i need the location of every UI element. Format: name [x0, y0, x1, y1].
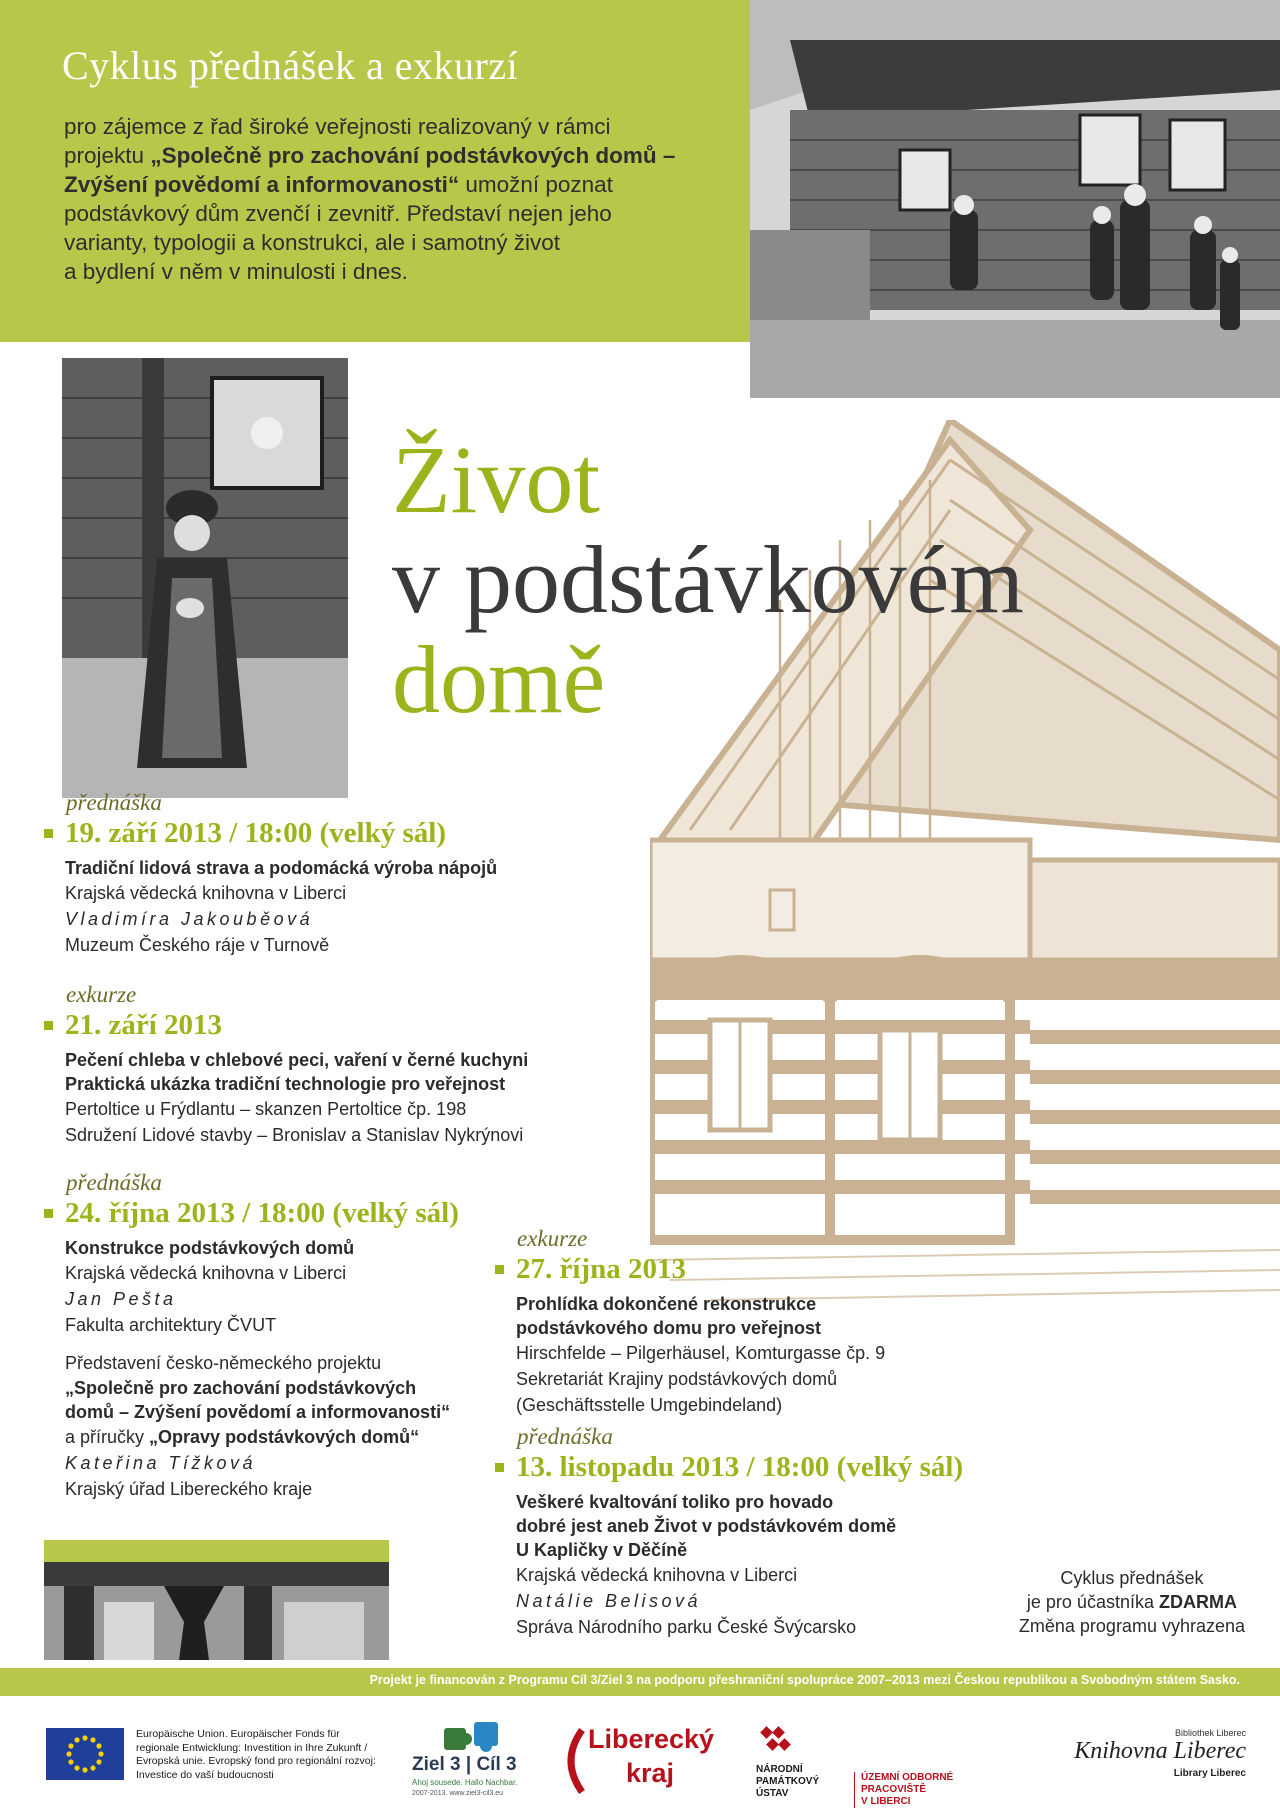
npu-office-line: ÚZEMNÍ ODBORNÉ PRACOVIŠTĚ: [861, 1772, 954, 1795]
event-venue: Krajská vědecká knihovna v Liberci: [65, 883, 347, 903]
event-title: Veškeré kvaltování toliko pro hovado: [516, 1492, 834, 1512]
event-item: [495, 1226, 885, 1418]
event-organizer: Sekretariát Krajiny podstávkových domů: [516, 1369, 838, 1389]
ziel3-url: 2007-2013. www.ziel3-cil3.eu: [412, 1790, 504, 1797]
event-type: exkurze: [517, 1226, 588, 1251]
event-date: 13. listopadu 2013 / 18:00 (velký sál): [516, 1451, 964, 1483]
presentation-project: „Společně pro zachování podstávkových: [65, 1378, 417, 1398]
npu-mark-icon: [758, 1724, 798, 1760]
intro-line: umožní poznat: [459, 172, 613, 197]
eu-funding-text: Europäische Union. Europäischer Fonds für regionale Entwicklung: Investition in Ihre Zukunft / Evropská unie. Evropský fond pro regionální rozvoj: Investice do vaší budoucnosti: [136, 1728, 376, 1781]
event-type: přednáška: [66, 790, 162, 815]
bullet-icon: [44, 1021, 53, 1030]
partner-logos: [0, 1700, 1280, 1810]
event-venue: Krajská vědecká knihovna v Liberci: [516, 1565, 798, 1585]
event-title: Prohlídka dokončené rekonstrukce: [516, 1294, 817, 1314]
detail-photo-frame: [44, 1540, 389, 1562]
event-speaker: Jan Pešta: [65, 1289, 177, 1309]
note-line: je pro účastníka: [1026, 1592, 1159, 1612]
bullet-icon: [495, 1265, 504, 1274]
handbook-prefix: a příručky: [65, 1427, 150, 1447]
event-speaker: Natálie Belisová: [516, 1591, 702, 1611]
event-title: Konstrukce podstávkových domů: [65, 1238, 355, 1258]
library-english-name: Library Liberec: [1173, 1768, 1246, 1779]
event-item: [44, 1170, 459, 1338]
kraj-name: kraj: [626, 1758, 675, 1788]
title-line: domě: [392, 626, 606, 733]
bullet-icon: [44, 1209, 53, 1218]
knihovna-liberec-logo: [1052, 1728, 1252, 1788]
event-affiliation: Fakulta architektury ČVUT: [65, 1315, 277, 1335]
library-name: Knihovna Liberec: [1074, 1738, 1246, 1764]
free-label: ZDARMA: [1158, 1592, 1237, 1612]
handbook-title: „Opravy podstávkových domů“: [149, 1427, 420, 1447]
event-item: [495, 1424, 963, 1640]
npu-line: NÁRODNÍ: [756, 1764, 803, 1775]
liberecky-kraj-logo: [558, 1722, 738, 1802]
intro-project-name: Zvýšení povědomí a informovanosti“: [64, 172, 460, 197]
presentation-affiliation: Krajský úřad Libereckého kraje: [65, 1479, 313, 1499]
intro-line: a bydlení v něm v minulosti i dnes.: [64, 259, 408, 284]
intro-line: podstávkový dům zvenčí i zevnitř. Představí nejen jeho: [64, 201, 612, 226]
npu-office-line: V LIBERCI: [861, 1796, 911, 1807]
bullet-icon: [495, 1463, 504, 1472]
main-title: [392, 426, 1024, 733]
puzzle-icon: [440, 1720, 510, 1754]
presentation-handbook: [65, 1424, 450, 1450]
event-title: podstávkového domu pro veřejnost: [516, 1318, 822, 1338]
note-line: Cyklus přednášek: [1060, 1568, 1204, 1588]
event-title: Pečení chleba v chlebové peci, vaření v černé kuchyni: [65, 1050, 529, 1070]
event-affiliation: Muzeum Českého ráje v Turnově: [65, 935, 330, 955]
kraj-name: Liberecký: [588, 1724, 715, 1754]
ziel3-slogan: Ahoj sousede. Hallo Nachbar.: [412, 1778, 518, 1787]
admission-note: [1019, 1566, 1245, 1638]
series-heading: Cyklus přednášek a exkurzí: [62, 43, 519, 88]
presentation-speaker: Kateřina Tížková: [65, 1453, 257, 1473]
intro-line: projektu: [64, 143, 151, 168]
event-title: dobré jest aneb Život v podstávkovém domě: [516, 1516, 897, 1536]
funding-bar: [0, 1668, 1280, 1696]
npu-line: ÚSTAV: [756, 1788, 789, 1799]
title-line: Život: [392, 426, 600, 533]
funding-text: Projekt je financován z Programu Cíl 3/Ziel 3 na podporu přeshraniční spolupráce 2007–2013 mezi Českou republikou a Svobodným státem Sasko.: [369, 1673, 1240, 1687]
event-title: Praktická ukázka tradiční technologie pro veřejnost: [65, 1074, 506, 1094]
event-date: 27. října 2013: [516, 1253, 686, 1285]
timber-detail-photo: [44, 1562, 389, 1660]
bullet-icon: [44, 829, 53, 838]
npu-line: PAMÁTKOVÝ: [756, 1776, 820, 1787]
event-type: přednáška: [517, 1424, 613, 1449]
event-affiliation: Správa Národního parku České Švýcarsko: [516, 1617, 857, 1637]
eu-flag-icon: [46, 1728, 124, 1780]
intro-line: varianty, typologii a konstrukci, ale i samotný život: [64, 230, 561, 255]
ziel3-label: Ziel 3 | Cíl 3: [412, 1754, 517, 1775]
intro-text: [64, 112, 744, 286]
event-organizer: Sdružení Lidové stavby – Bronislav a Stanislav Nykrýnovi: [65, 1125, 524, 1145]
event-speaker: Vladimíra Jakouběová: [65, 909, 314, 929]
event-title: U Kapličky v Děčíně: [516, 1540, 688, 1560]
presentation-intro: Představení česko-německého projektu: [65, 1353, 382, 1373]
event-venue: Krajská vědecká knihovna v Liberci: [65, 1263, 347, 1283]
npu-logo: [756, 1724, 1016, 1807]
intro-line: pro zájemce z řad široké veřejnosti realizovaný v rámci: [64, 114, 611, 139]
event-venue: Pertoltice u Frýdlantu – skanzen Pertoltice čp. 198: [65, 1099, 467, 1119]
event-date: 21. září 2013: [65, 1009, 223, 1041]
title-line: v podstávkovém: [392, 526, 1024, 633]
project-presentation: [65, 1350, 450, 1502]
npu-office: [854, 1772, 1016, 1808]
event-type: přednáška: [66, 1170, 162, 1195]
note-line: Změna programu vyhrazena: [1018, 1616, 1245, 1636]
event-item: [44, 982, 528, 1148]
intro-project-name: „Společně pro zachování podstávkových domů –: [150, 143, 676, 168]
kraj-arc-icon: [558, 1726, 588, 1796]
event-organizer: (Geschäftsstelle Umgebindeland): [516, 1395, 783, 1415]
event-venue: Hirschfelde – Pilgerhäusel, Komturgasse čp. 9: [516, 1343, 886, 1363]
event-item: [44, 790, 497, 958]
npu-name: [756, 1764, 819, 1800]
event-title: Tradiční lidová strava a podomácká výroba nápojů: [65, 858, 498, 878]
library-german-name: Bibliothek Liberec: [1174, 1728, 1246, 1738]
event-type: exkurze: [66, 982, 137, 1007]
intro-panel: [0, 0, 750, 342]
event-date: 19. září 2013 / 18:00 (velký sál): [65, 817, 446, 849]
event-date: 24. října 2013 / 18:00 (velký sál): [65, 1197, 459, 1229]
woman-at-window-photo: [62, 358, 348, 798]
ziel3-logo: [410, 1720, 530, 1800]
historic-house-photo: [750, 0, 1280, 398]
presentation-project: domů – Zvýšení povědomí a informovanosti“: [65, 1402, 451, 1422]
